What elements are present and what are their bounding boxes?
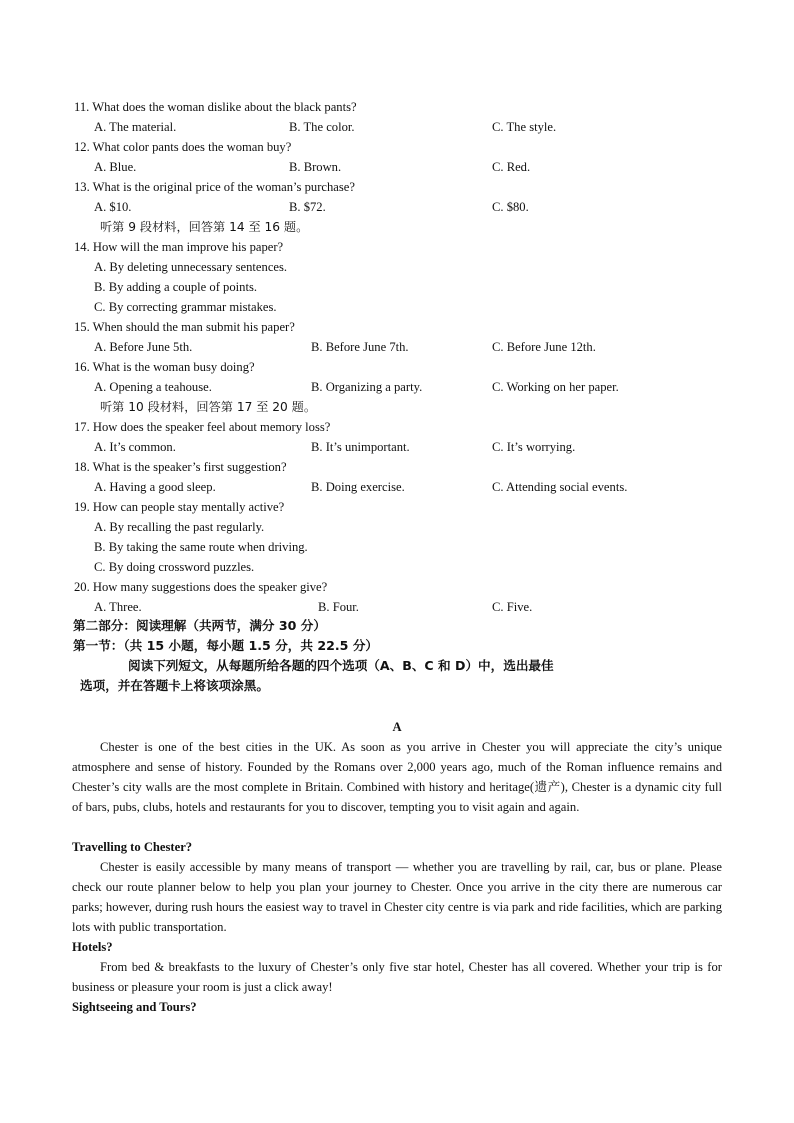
question-17-option-b: B. It’s unimportant. [311, 440, 410, 454]
section-10-instruction: 听第 10 段材料，回答第 17 至 20 题。 [100, 400, 317, 414]
question-13-option-a: A. $10. [94, 200, 132, 214]
question-11-option-c: C. The style. [492, 120, 557, 134]
question-16-option-a: A. Opening a teahouse. [94, 380, 212, 394]
question-17-option-a: A. It’s common. [94, 440, 176, 454]
question-12-stem: 12. What color pants does the woman buy? [74, 140, 292, 154]
part-two-title: 第二部分：阅读理解（共两节，满分 30 分） [73, 618, 326, 633]
question-16-option-b: B. Organizing a party. [311, 380, 423, 394]
question-11-option-b: B. The color. [289, 120, 355, 134]
question-20-option-b: B. Four. [318, 600, 359, 614]
question-18-option-c: C. Attending social events. [492, 480, 628, 494]
heading-sightseeing: Sightseeing and Tours? [72, 1000, 197, 1014]
question-19-stem: 19. How can people stay mentally active? [74, 500, 285, 514]
question-15-option-a: A. Before June 5th. [94, 340, 193, 354]
heading-travelling: Travelling to Chester? [72, 840, 193, 854]
passage-paragraph-1: Chester is one of the best cities in the UK. As soon as you arrive in Chester you will appreciate the city’s unique atmosphere and sense of history. Founded by the Romans over 2,000 years ago, much of the Roman influence remains and Chester’s city walls are the most complete in Britain. Combined with history and heritage(遗产), Chester is a dynamic city full of bars, pubs, clubs, hotels and restaurants for you to discover, tempting you to visit again and again. [72, 740, 722, 814]
question-20-stem: 20. How many suggestions does the speaker give? [74, 580, 328, 594]
question-14-option-c: C. By correcting grammar mistakes. [94, 300, 277, 314]
passage-paragraph-3: From bed & breakfasts to the luxury of Chester’s only five star hotel, Chester has all covered. Whether your trip is for business or pleasure your room is just a click away! [72, 960, 722, 994]
question-14-option-a: A. By deleting unnecessary sentences. [94, 260, 288, 274]
question-12-option-b: B. Brown. [289, 160, 342, 174]
question-15-option-b: B. Before June 7th. [311, 340, 409, 354]
question-18-option-b: B. Doing exercise. [311, 480, 405, 494]
question-15-option-c: C. Before June 12th. [492, 340, 596, 354]
question-19-option-b: B. By taking the same route when driving. [94, 540, 308, 554]
question-12-option-c: C. Red. [492, 160, 531, 174]
question-14-stem: 14. How will the man improve his paper? [74, 240, 284, 254]
passage-paragraph-2: Chester is easily accessible by many means of transport — whether you are travelling by rail, car, bus or plane. Please check our route planner below to help you plan your journey to Chester. Once you arrive in the city there are numerous car parks; however, during rush hours the easiest way to travel in Chester city centre is via park and ride facilities, which are parking lots with public transportation. [72, 860, 722, 934]
question-11-option-a: A. The material. [94, 120, 177, 134]
section-9-instruction: 听第 9 段材料，回答第 14 至 16 题。 [100, 220, 309, 234]
question-20-option-c: C. Five. [492, 600, 533, 614]
question-13-option-c: C. $80. [492, 200, 529, 214]
question-18-option-a: A. Having a good sleep. [94, 480, 216, 494]
question-17-stem: 17. How does the speaker feel about memory loss? [74, 420, 331, 434]
heading-hotels: Hotels? [72, 940, 113, 954]
reading-instruction-line2: 选项，并在答题卡上将该项涂黑。 [80, 678, 269, 693]
question-15-stem: 15. When should the man submit his paper? [74, 320, 295, 334]
question-19-option-c: C. By doing crossword puzzles. [94, 560, 255, 574]
question-19-option-a: A. By recalling the past regularly. [94, 520, 265, 534]
reading-instruction-line1: 阅读下列短文，从每题所给各题的四个选项（A、B、C 和 D）中，选出最佳 [128, 658, 554, 673]
question-18-stem: 18. What is the speaker’s first suggestion? [74, 460, 287, 474]
question-17-option-c: C. It’s worrying. [492, 440, 576, 454]
question-14-option-b: B. By adding a couple of points. [94, 280, 257, 294]
question-16-option-c: C. Working on her paper. [492, 380, 619, 394]
passage-label: A [392, 720, 402, 734]
question-16-stem: 16. What is the woman busy doing? [74, 360, 255, 374]
question-13-option-b: B. $72. [289, 200, 326, 214]
section-one-title: 第一节：（共 15 小题，每小题 1.5 分，共 22.5 分） [73, 638, 379, 653]
question-12-option-a: A. Blue. [94, 160, 137, 174]
question-20-option-a: A. Three. [94, 600, 142, 614]
question-11-stem: 11. What does the woman dislike about the black pants? [74, 100, 357, 114]
question-13-stem: 13. What is the original price of the woman’s purchase? [74, 180, 355, 194]
